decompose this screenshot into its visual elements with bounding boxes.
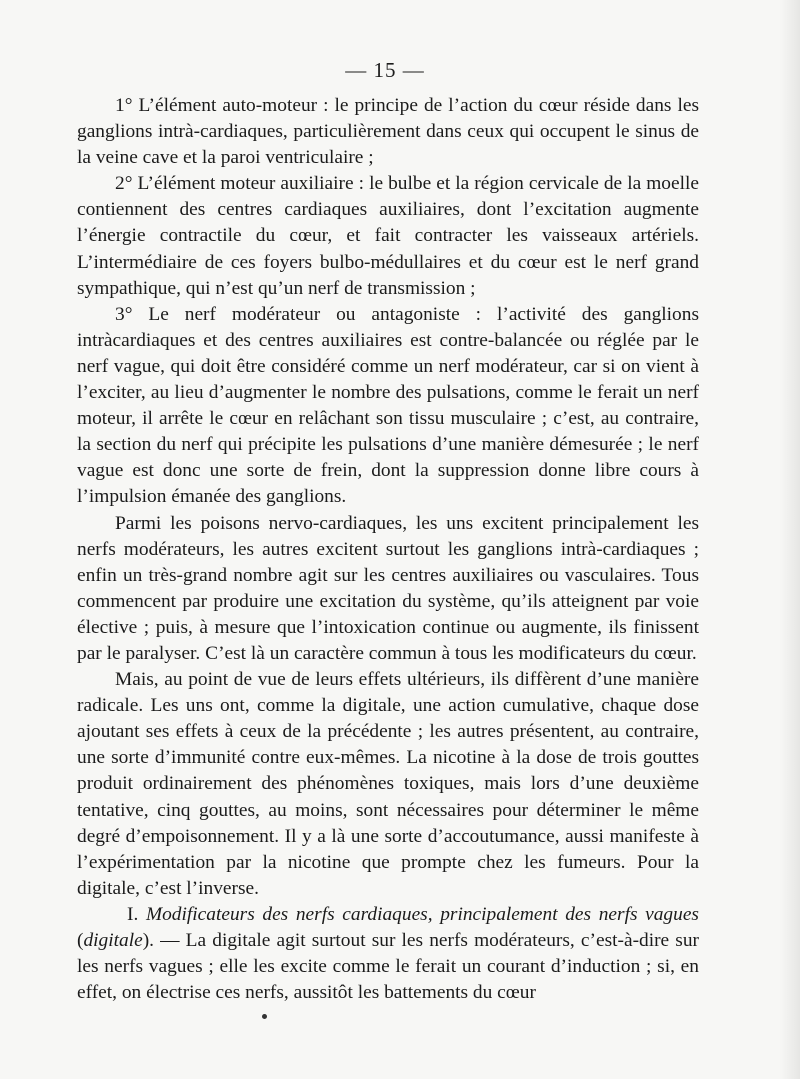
page-edge-shadow [780,0,800,1079]
paragraph-nerf-moderateur: 3° Le nerf modérateur ou antagoniste : l’activité des ganglions intràcardiaques et des centres auxiliaires est contre-balancée ou réglée par le nerf vague, qui doit être considéré comme un nerf modérateur, car si on vient à l’exciter, au lieu d’augmenter le nombre des pulsations, comme le ferait un nerf moteur, il arrête le cœur en relâchant son tissu musculaire ; c’est, au contraire, la section du nerf qui précipite les pulsations d’une manière démesurée ; le nerf vague est donc une sorte de frein, dont la suppression donne libre cours à l’impulsion émanée des ganglions. [77,303,699,508]
paragraph-moteur-auxiliaire: 2° L’élément moteur auxiliaire : le bulbe et la région cervicale de la moelle contiennent des centres cardiaques auxiliaires, dont l’excitation augmente l’énergie contractile du cœur, et fait contracter les vaisseaux artériels. L’intermédiaire de ces foyers bulbo-médullaires et du cœur est le nerf grand sympathique, qui n’est qu’un nerf de transmission ; [77,173,699,299]
section-modificateurs [77,902,699,1006]
paragraph-poisons-nervo-cardiaques: Parmi les poisons nervo-cardiaques, les uns excitent principalement les nerfs modérateurs, les autres excitent surtout les ganglions intrà-cardiaques ; enfin un très-grand nombre agit sur les centres auxiliaires ou vasculaires. Tous commencent par produire une excitation du système, qu’ils atteignent par voie élective ; puis, à mesure que l’intoxication continue ou augmente, ils finissent par le paralyser. C’est là un caractère commun à tous les modificateurs du cœur. [77,512,699,664]
paragraph-auto-moteur: 1° L’élément auto-moteur : le principe de l’action du cœur réside dans les ganglions intrà-cardiaques, particulièrement dans ceux qui occupent le sinus de la veine cave et la paroi ventriculaire ; [77,95,699,169]
section-subtitle: digitale [83,930,143,951]
section-title: Modificateurs des nerfs cardiaques, principalement des nerfs vagues [145,903,699,925]
section-open-paren: ( [77,930,84,951]
page-number: — 15 — [345,58,425,82]
paragraph-effets-ulterieurs: Mais, au point de vue de leurs effets ultérieurs, ils diffèrent d’une manière radicale. Les uns ont, comme la digitale, une action cumulative, chaque dose ajoutant ses effets à ceux de la précédente ; les autres présentent, au contraire, une sorte d’immunité contre eux-mêmes. La nicotine à la dose de trois gouttes produit ordinairement des phénomènes toxiques, mais lors d’une deuxième tentative, cinq gouttes, au moins, sont nécessaires pour déterminer le même degré d’empoisonnement. Il y a là une sorte d’accoutumance, aussi manifeste à l’expérimentation par la nicotine que prompte chez les fumeurs. Pour la digitale, c’est l’inverse. [77,669,699,899]
section-numeral: I. [127,903,139,925]
ink-spot [262,1014,267,1019]
section-text: — La digitale agit surtout sur les nerfs modérateurs, c’est-à-dire sur les nerfs vagues ; elle les excite comme le ferait un courant d’induction ; si, en effet, on électrise ces nerfs, aussitôt les battements du cœur [77,930,699,1004]
section-close-paren: ). [142,930,155,951]
body-text [77,93,699,1006]
